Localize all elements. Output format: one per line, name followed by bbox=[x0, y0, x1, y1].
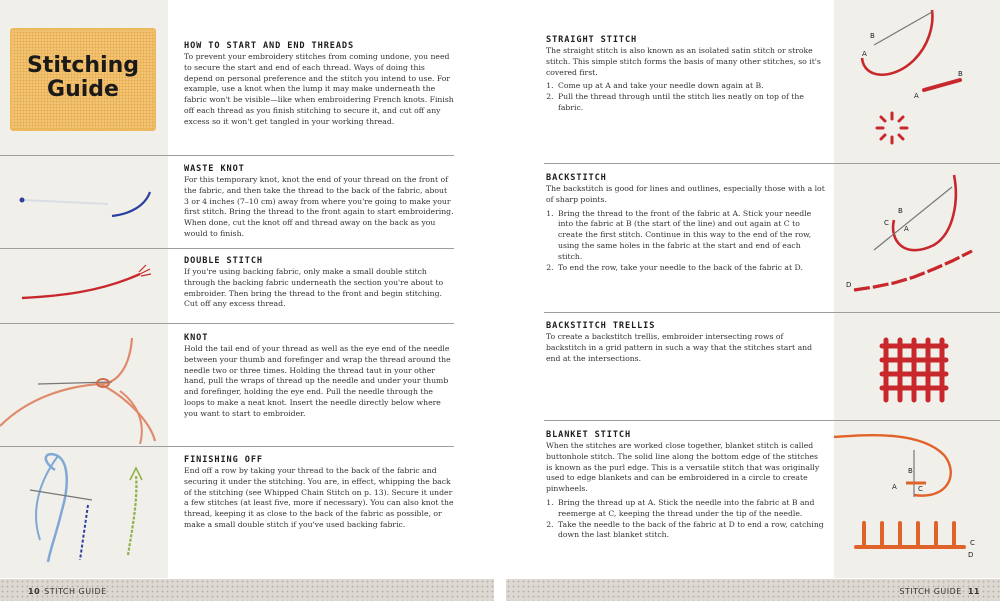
section-divider bbox=[0, 248, 454, 249]
label-b: B bbox=[958, 70, 963, 78]
section-title: FINISHING OFF bbox=[184, 455, 263, 465]
section-knot bbox=[184, 333, 454, 420]
backstitch-illustration bbox=[834, 165, 1000, 310]
section-body: End off a row by taking your thread to the back of the fabric and securing it under the stitching. You are, in effect, whipping the back of the stitching (see Whipped Chain Stitch on p. 13). Secure it under a few stitches (at least five, more if necessary). You can also knot the thread, keeping it as close to the back of the fabric as possible, or make a small double stitch if you've used backing fabric. bbox=[184, 466, 454, 529]
section-finishing-off bbox=[184, 455, 454, 531]
section-divider bbox=[0, 155, 454, 156]
section-title: STRAIGHT STITCH bbox=[546, 35, 638, 45]
folio-right bbox=[899, 587, 984, 596]
section-title: DOUBLE STITCH bbox=[184, 256, 263, 266]
label-a: A bbox=[904, 225, 909, 233]
section-title: KNOT bbox=[184, 333, 209, 343]
section-title: BLANKET STITCH bbox=[546, 430, 632, 440]
section-straight-stitch bbox=[546, 35, 826, 114]
section-body: For this temporary knot, knot the end of your thread on the front of the fabric, and then take the thread to the back of the fabric, about 3 or 4 inches (7–10 cm) away from where you're going to make your first stitch. Bring the thread to the front again to start embroidering. When done, cut the knot off and thread away on the back as you would to finish. bbox=[184, 175, 454, 238]
section-divider bbox=[544, 312, 1000, 313]
label-c: C bbox=[918, 485, 923, 493]
section-title: BACKSTITCH TRELLIS bbox=[546, 321, 656, 331]
label-a: A bbox=[862, 50, 867, 58]
straight-stitch-illustration bbox=[834, 0, 1000, 160]
guide-title-badge bbox=[10, 28, 156, 131]
label-a: A bbox=[914, 92, 919, 100]
step-list bbox=[546, 498, 826, 541]
step-item: 1. Come up at A and take your needle down again at B. bbox=[556, 81, 826, 92]
section-waste-knot bbox=[184, 164, 454, 240]
section-body: If you're using backing fabric, only make a small double stitch through the backing fabric underneath the section you're about to embroider. Then bring the thread to the front and begin stitching. Cut off any excess thread. bbox=[184, 267, 444, 309]
step-list bbox=[546, 209, 826, 274]
section-start-end-threads bbox=[184, 41, 454, 128]
section-title: BACKSTITCH bbox=[546, 173, 607, 183]
section-body: To prevent your embroidery stitches from coming undone, you need to secure the start and end of each thread. Ways of doing this depend on personal preference and the stitch you intend to use. For example, use a knot when the lump it may make underneath the fabric won't be visible—like when embroidering French knots. Finish off each thread as you finish stitching to secure it, and cut off any excess so it won't get tangled in your working thread. bbox=[184, 52, 454, 126]
right-page bbox=[506, 0, 1000, 601]
backstitch-trellis-illustration bbox=[834, 318, 1000, 418]
label-b: B bbox=[870, 32, 875, 40]
page-number-right: 11 bbox=[967, 587, 980, 596]
label-b: B bbox=[898, 207, 903, 215]
guide-title: Stitching Guide bbox=[26, 53, 140, 102]
label-a: A bbox=[892, 483, 897, 491]
section-divider bbox=[544, 163, 1000, 164]
section-blanket-stitch bbox=[546, 430, 826, 541]
finishing-off-illustration bbox=[0, 450, 168, 576]
step-item: 2. Pull the thread through until the stitch lies neatly on top of the fabric. bbox=[556, 92, 826, 114]
section-body: The backstitch is good for lines and outlines, especially those with a lot of sharp points. bbox=[546, 184, 825, 204]
step-item: 1. Bring the thread up at A. Stick the needle into the fabric at B and reemerge at C, keeping the thread under the tip of the needle. bbox=[556, 498, 826, 520]
label-d: D bbox=[968, 551, 974, 559]
page-number-left: 10 bbox=[28, 587, 41, 596]
left-page bbox=[0, 0, 494, 601]
section-title: WASTE KNOT bbox=[184, 164, 245, 174]
label-c: C bbox=[884, 219, 889, 227]
gutter bbox=[494, 0, 506, 601]
running-head-left: STITCH GUIDE bbox=[44, 587, 107, 596]
blanket-stitch-illustration bbox=[834, 425, 1000, 575]
label-c: C bbox=[970, 539, 975, 547]
step-item: 2. Take the needle to the back of the fabric at D to end a row, catching down the last blanket stitch. bbox=[556, 520, 826, 542]
label-b: B bbox=[908, 467, 913, 475]
section-backstitch-trellis bbox=[546, 321, 826, 364]
section-divider bbox=[0, 446, 454, 447]
step-list bbox=[546, 81, 826, 113]
section-title: HOW TO START AND END THREADS bbox=[184, 41, 355, 51]
knot-illustration bbox=[0, 326, 168, 444]
step-item: 1. Bring the thread to the front of the fabric at A. Stick your needle into the fabric at B (the start of the line) and out again at C to create the first stitch. Continue in this way to the end of the row, using the same holes in the fabric at the start and end of each stitch. bbox=[556, 209, 826, 263]
folio-left bbox=[28, 587, 107, 596]
label-d: D bbox=[846, 281, 852, 289]
section-body: Hold the tail end of your thread as well as the eye end of the needle between your thumb and forefinger and wrap the thread around the needle two or three times. Holding the thread taut in your other hand, pull the wraps of thread up the needle and under your thumb and forefinger, holding the eye end. Pull the needle through the loops to make a neat knot. Insert the needle directly below where you want to start to embroider. bbox=[184, 344, 451, 418]
step-item: 2. To end the row, take your needle to the back of the fabric at D. bbox=[556, 263, 826, 274]
section-body: To create a backstitch trellis, embroider intersecting rows of backstitch in a grid pattern in such a way that the stitches start and end at the intersections. bbox=[546, 332, 813, 363]
section-double-stitch bbox=[184, 256, 454, 310]
running-head-right: STITCH GUIDE bbox=[899, 587, 962, 596]
waste-knot-illustration bbox=[0, 160, 168, 246]
section-body: When the stitches are worked close together, blanket stitch is called buttonhole stitch. The solid line along the bottom edge of the stitches is known as the purl edge. This is a versatile stitch that was originally used to edge blankets and can be embroidered in a circle to create pinwheels. bbox=[546, 441, 820, 494]
double-stitch-illustration bbox=[0, 252, 168, 320]
section-backstitch bbox=[546, 173, 826, 273]
section-body: The straight stitch is also known as an isolated satin stitch or stroke stitch. This simple stitch forms the basis of many other stitches, so it's covered first. bbox=[546, 46, 821, 77]
section-divider bbox=[0, 323, 454, 324]
section-divider bbox=[544, 420, 1000, 421]
